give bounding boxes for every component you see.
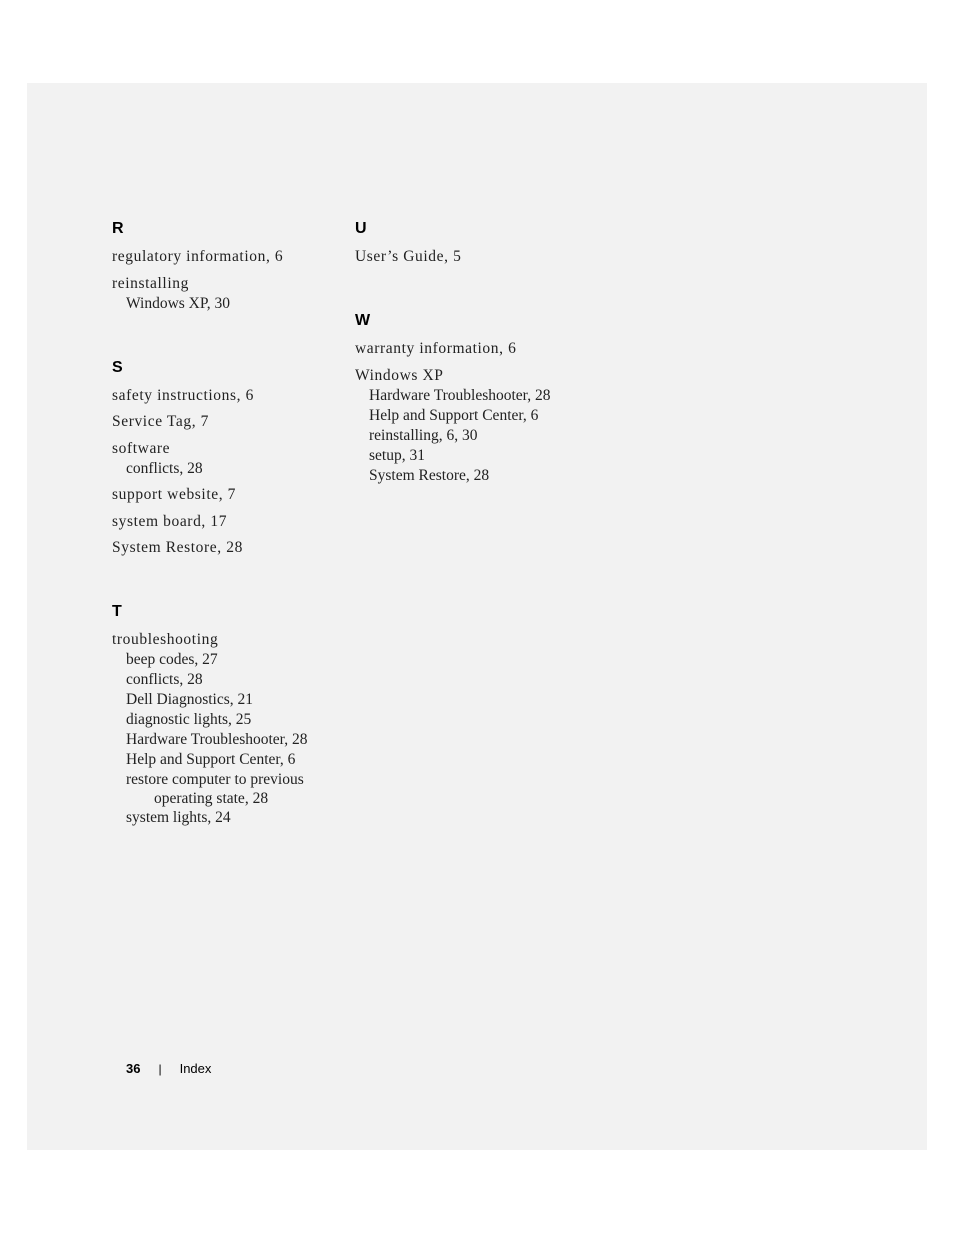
index-entry: troubleshooting [112, 631, 219, 648]
index-section-s [112, 358, 347, 559]
index-entry: system board, 17 [112, 512, 228, 530]
page-footer [126, 1061, 211, 1076]
index-subentry: Hardware Troubleshooter, 28 [369, 386, 551, 404]
index-subentry: system lights, 24 [126, 809, 231, 826]
section-heading: S [112, 358, 123, 376]
index-subentry: diagnostic lights, 25 [126, 711, 252, 728]
page-number: 36 [126, 1061, 141, 1076]
index-column-left [112, 219, 347, 872]
section-heading: T [112, 603, 122, 620]
index-entry: System Restore, 28 [112, 539, 243, 556]
index-subentry: Windows XP, 30 [126, 294, 231, 312]
index-subentry: Dell Diagnostics, 21 [126, 691, 253, 708]
section-heading: U [355, 220, 367, 237]
index-entry: safety instructions, 6 [112, 386, 254, 404]
index-subentry-continuation: operating state, 28 [154, 790, 269, 807]
index-column-right [355, 219, 590, 530]
document-page [27, 83, 927, 1150]
index-entry: support website, 7 [112, 486, 237, 503]
index-subentry: reinstalling, 6, 30 [369, 426, 478, 444]
index-section-w [355, 311, 590, 486]
index-subentry: Help and Support Center, 6 [126, 751, 296, 768]
index-subentry: Hardware Troubleshooter, 28 [126, 731, 308, 748]
section-heading: R [112, 220, 124, 237]
index-subentry: Help and Support Center, 6 [369, 406, 539, 424]
index-entry: reinstalling [112, 274, 189, 292]
index-subentry: conflicts, 28 [126, 459, 203, 477]
section-heading: W [355, 312, 371, 329]
index-entry: software [112, 439, 171, 457]
index-subentry: conflicts, 28 [126, 671, 203, 688]
index-subentry: System Restore, 28 [369, 466, 490, 484]
index-section-u [355, 219, 590, 267]
index-entry: warranty information, 6 [355, 340, 517, 357]
index-entry: regulatory information, 6 [112, 248, 284, 265]
index-subentry: beep codes, 27 [126, 651, 218, 668]
index-section-r [112, 219, 347, 314]
index-subentry: restore computer to previous [126, 771, 304, 788]
index-entry: User’s Guide, 5 [355, 248, 462, 265]
index-entry: Windows XP [355, 366, 444, 384]
footer-separator: | [158, 1061, 162, 1076]
index-section-t [112, 602, 347, 828]
footer-section-label: Index [179, 1061, 212, 1076]
index-subentry: setup, 31 [369, 446, 425, 464]
index-entry: Service Tag, 7 [112, 413, 209, 430]
